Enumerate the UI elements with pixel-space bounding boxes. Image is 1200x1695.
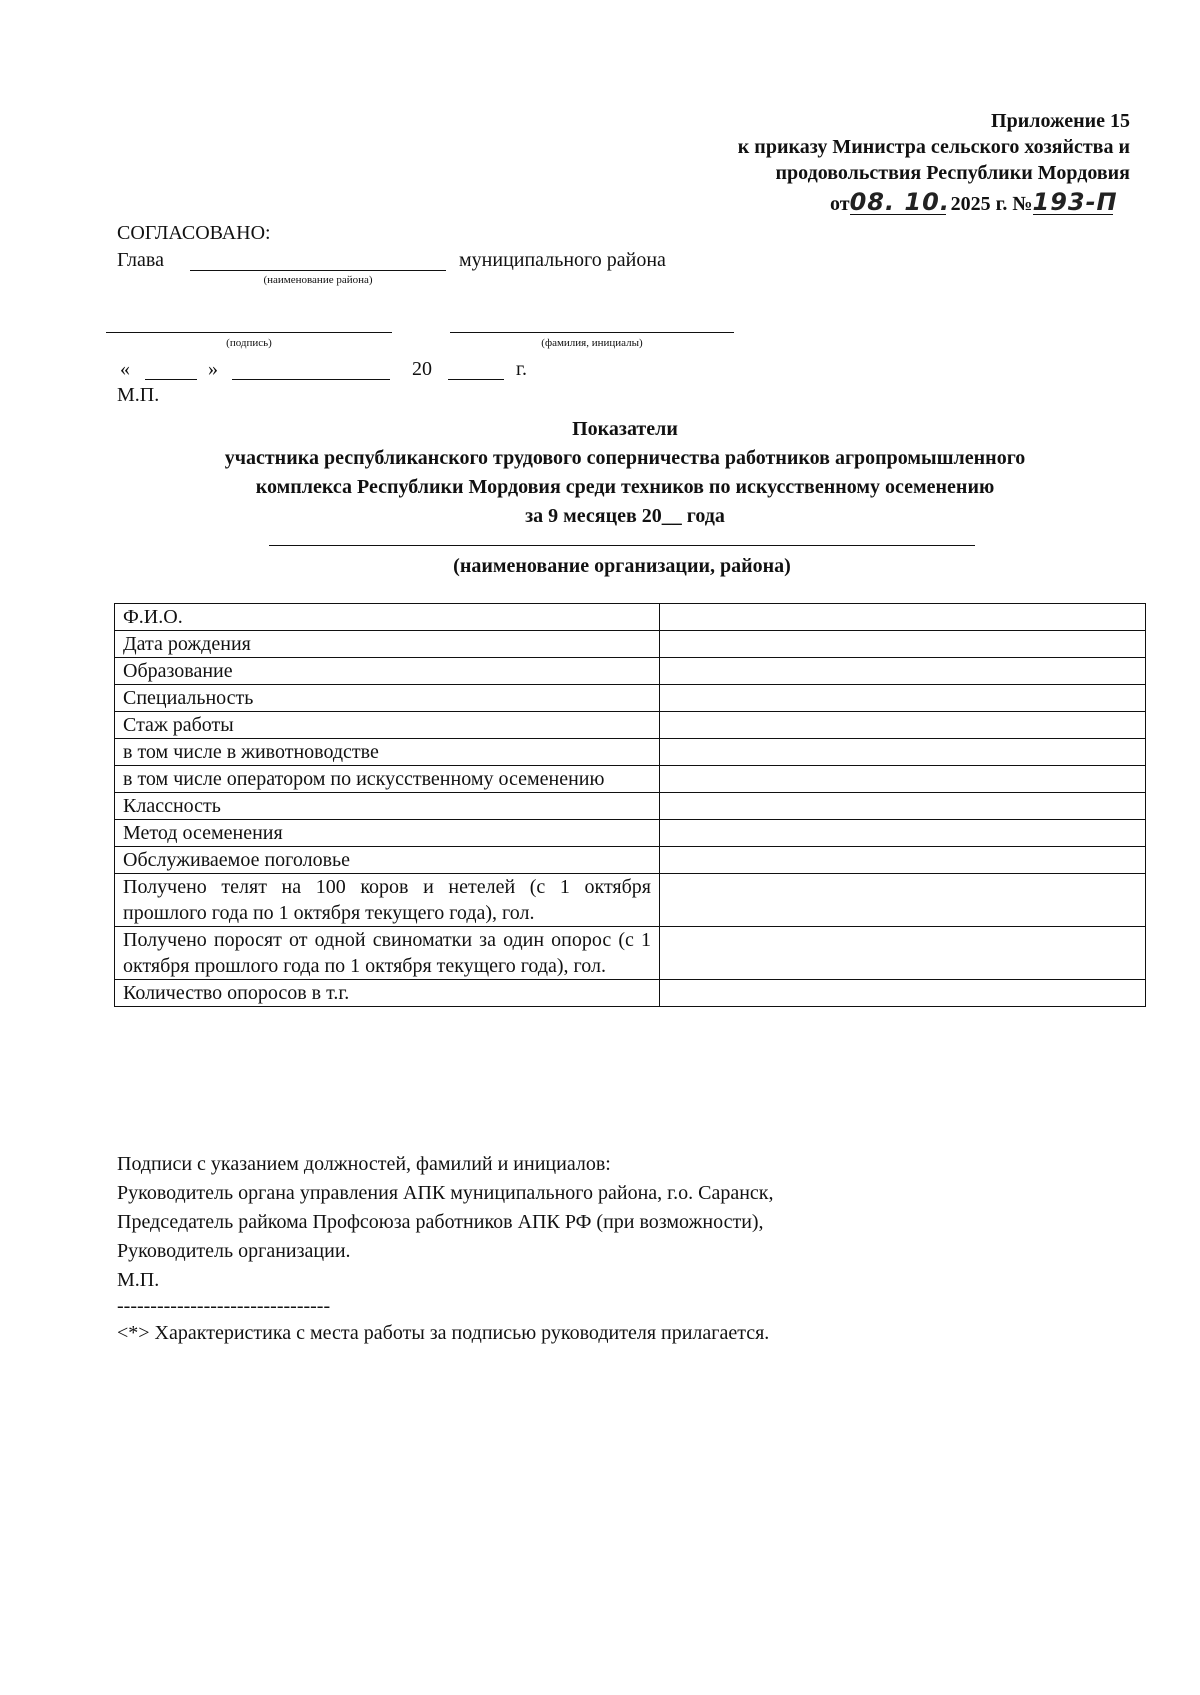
signatures-block [117, 1150, 1117, 1317]
approval-stamp: М.П. [117, 384, 160, 406]
date-year-prefix: 20 [412, 358, 432, 380]
signatory-3: Руководитель организации. [117, 1240, 351, 1262]
district-name-line [190, 270, 446, 271]
footnote-separator: -------------------------------- [117, 1295, 331, 1317]
row-value[interactable] [660, 980, 1146, 1007]
name-line [450, 332, 734, 333]
date-year-suffix: г. [516, 358, 527, 380]
table-row [115, 712, 1146, 739]
title-line-4: за 9 месяцев 20__ года [525, 505, 725, 527]
signatory-2: Председатель райкома Профсоюза работников АПК РФ (при возможности), [117, 1211, 764, 1233]
row-label: Ф.И.О. [115, 604, 660, 631]
handwritten-date: 08. 10. [849, 188, 950, 216]
signature-line [106, 332, 392, 333]
row-label: Классность [115, 793, 660, 820]
table-row [115, 658, 1146, 685]
date-month-line [232, 379, 390, 380]
approval-district-label: муниципального района [459, 249, 666, 271]
table-row [115, 874, 1146, 927]
signatures-stamp: М.П. [117, 1269, 160, 1291]
name-caption: (фамилия, инициалы) [541, 337, 643, 349]
table-row [115, 847, 1146, 874]
appendix-number: Приложение 15 [991, 110, 1130, 132]
handwritten-number: 193-П [1032, 188, 1118, 216]
date-quote-close: » [208, 358, 218, 380]
order-date-line [830, 188, 1118, 217]
organization-line [269, 545, 975, 546]
document-title [60, 415, 1190, 531]
title-line-2: участника республиканского трудового соперничества работников агропромышленного [224, 447, 1026, 469]
date-quote-open: « [120, 358, 130, 380]
row-value[interactable] [660, 658, 1146, 685]
row-label: Получено поросят от одной свиноматки за один опорос (с 1 октября прошлого года по 1 октября текущего года), гол. [115, 927, 660, 980]
table-row [115, 766, 1146, 793]
row-value[interactable] [660, 793, 1146, 820]
order-line-1: к приказу Министра сельского хозяйства и [737, 136, 1130, 158]
organization-caption: (наименование организации, района) [453, 555, 791, 577]
table-row [115, 927, 1146, 980]
table-row [115, 980, 1146, 1007]
title-line-1: Показатели [572, 418, 678, 440]
row-value[interactable] [660, 820, 1146, 847]
signature-caption: (подпись) [226, 337, 272, 349]
row-value[interactable] [660, 739, 1146, 766]
row-label: в том числе в животноводстве [115, 739, 660, 766]
row-label: Метод осеменения [115, 820, 660, 847]
table-row [115, 604, 1146, 631]
table-row [115, 739, 1146, 766]
signatory-1: Руководитель органа управления АПК муниципального района, г.о. Саранск, [117, 1182, 774, 1204]
table-row [115, 631, 1146, 658]
date-year-line [448, 379, 504, 380]
row-value[interactable] [660, 604, 1146, 631]
order-line-2: продовольствия Республики Мордовия [775, 162, 1130, 184]
approval-head-label: Глава [117, 249, 164, 271]
approval-agreed: СОГЛАСОВАНО: [117, 222, 271, 244]
signatures-intro: Подписи с указанием должностей, фамилий и инициалов: [117, 1153, 611, 1175]
date-day-line [145, 379, 197, 380]
row-value[interactable] [660, 847, 1146, 874]
row-value[interactable] [660, 874, 1146, 927]
row-label: Количество опоросов в т.г. [115, 980, 660, 1007]
title-line-3: комплекса Республики Мордовия среди техников по искусственному осеменению [255, 476, 995, 498]
district-name-caption: (наименование района) [263, 274, 373, 286]
row-label: Дата рождения [115, 631, 660, 658]
row-label: Обслуживаемое поголовье [115, 847, 660, 874]
row-value[interactable] [660, 766, 1146, 793]
date-prefix: от [830, 193, 850, 215]
appendix-header [430, 108, 1130, 186]
row-value[interactable] [660, 685, 1146, 712]
table-row [115, 820, 1146, 847]
row-value[interactable] [660, 631, 1146, 658]
row-label: Специальность [115, 685, 660, 712]
footnote: <*> Характеристика с места работы за подписью руководителя прилагается. [117, 1322, 770, 1344]
row-value[interactable] [660, 712, 1146, 739]
row-value[interactable] [660, 927, 1146, 980]
row-label: Образование [115, 658, 660, 685]
indicators-table [114, 603, 1146, 1007]
row-label: Стаж работы [115, 712, 660, 739]
row-label: Получено телят на 100 коров и нетелей (с 1 октября прошлого года по 1 октября текущего года), гол. [115, 874, 660, 927]
table-row [115, 793, 1146, 820]
row-label: в том числе оператором по искусственному осеменению [115, 766, 660, 793]
date-mid: 2025 г. № [950, 193, 1033, 215]
table-row [115, 685, 1146, 712]
